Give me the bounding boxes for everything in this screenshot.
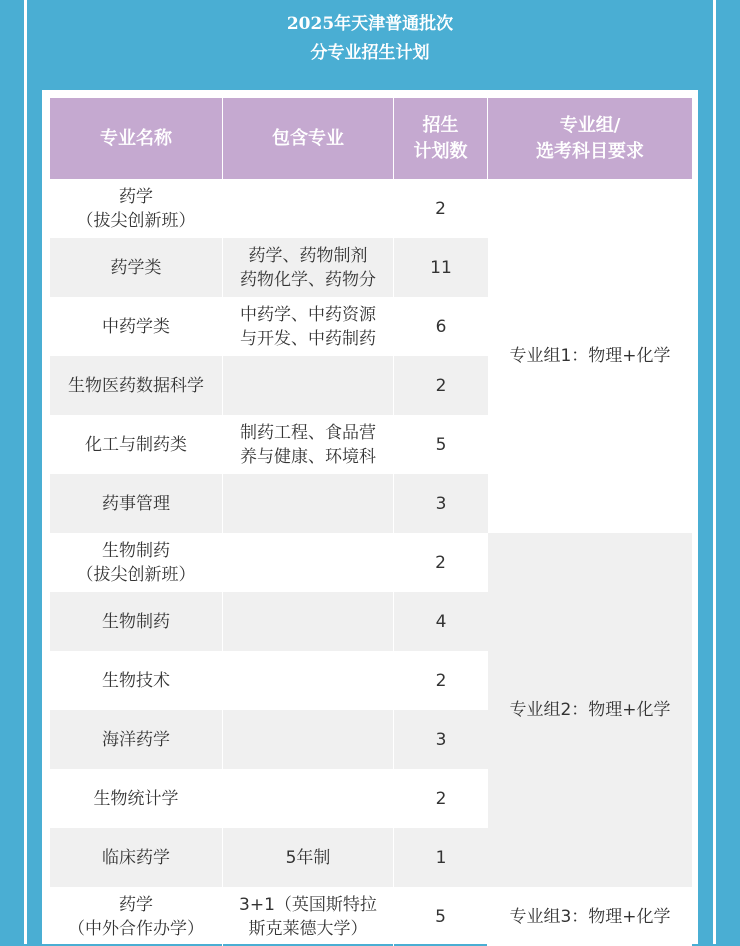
page-title — [0, 10, 740, 68]
table-row — [50, 533, 692, 592]
included-majors-cell: 5年制 — [223, 828, 394, 887]
plan-count-cell: 3 — [394, 710, 488, 769]
major-name-cell: 生物制药 — [50, 592, 223, 651]
major-name-cell: 药学 （拔尖创新班） — [50, 179, 223, 238]
included-majors-cell — [223, 592, 394, 651]
plan-count-cell: 2 — [394, 356, 488, 415]
plan-count-cell: 2 — [435, 788, 447, 809]
included-majors-cell: 制药工程、食品营 养与健康、环境科 — [223, 415, 394, 474]
header-group: 专业组/ 选考科目要求 — [488, 98, 692, 179]
included-majors-cell — [223, 651, 394, 710]
group-3-cell: 专业组3：物理+化学 — [488, 887, 692, 946]
major-name-cell: 生物医药数据科学 — [50, 356, 223, 415]
included-majors-cell: 中药学、中药资源 与开发、中药制药 — [223, 297, 394, 356]
major-name-cell: 化工与制药类 — [50, 415, 223, 474]
included-majors-cell — [223, 710, 394, 769]
header-included: 包含专业 — [223, 98, 394, 179]
table-card — [42, 90, 698, 944]
group-1-cell: 专业组1：物理+化学 — [488, 179, 692, 533]
plan-count-cell: 6 — [435, 316, 447, 337]
plan-count-cell: 2 — [435, 670, 447, 691]
title-line-1: 2025年天津普通批次 — [286, 14, 454, 34]
included-majors-cell — [223, 769, 394, 828]
header-plan: 招生 计划数 — [394, 98, 488, 179]
group-2-cell: 专业组2：物理+化学 — [488, 533, 692, 887]
plan-count-cell: 5 — [394, 887, 488, 946]
major-name-cell: 药学类 — [50, 238, 223, 297]
plan-count-cell: 11 — [394, 238, 488, 297]
major-name-cell: 生物技术 — [50, 651, 223, 710]
included-majors-cell — [223, 356, 394, 415]
title-line-2: 分专业招生计划 — [310, 43, 430, 63]
plan-count-cell: 3 — [394, 474, 488, 533]
plan-count-cell: 1 — [394, 828, 488, 887]
header-major: 专业名称 — [50, 98, 223, 179]
plan-count-cell: 2 — [394, 179, 488, 238]
plan-count-cell: 2 — [394, 533, 488, 592]
plan-count-cell: 4 — [394, 592, 488, 651]
table-row — [50, 179, 692, 238]
table-row — [50, 887, 692, 946]
major-name-cell: 药事管理 — [50, 474, 223, 533]
plan-count-cell: 5 — [435, 434, 447, 455]
enrollment-plan-table — [50, 98, 692, 946]
included-majors-cell — [223, 474, 394, 533]
included-majors-cell: 药学、药物制剂 药物化学、药物分 — [223, 238, 394, 297]
major-name-cell: 临床药学 — [50, 828, 223, 887]
major-name-cell: 药学 （中外合作办学） — [50, 887, 223, 946]
included-majors-cell — [223, 533, 394, 592]
included-majors-cell — [223, 179, 394, 238]
included-majors-cell: 3+1（英国斯特拉 斯克莱德大学） — [223, 887, 394, 946]
major-name-cell: 生物统计学 — [50, 769, 223, 828]
major-name-cell: 中药学类 — [50, 297, 223, 356]
table-header-row — [50, 98, 692, 179]
major-name-cell: 海洋药学 — [50, 710, 223, 769]
major-name-cell: 生物制药 （拔尖创新班） — [50, 533, 223, 592]
